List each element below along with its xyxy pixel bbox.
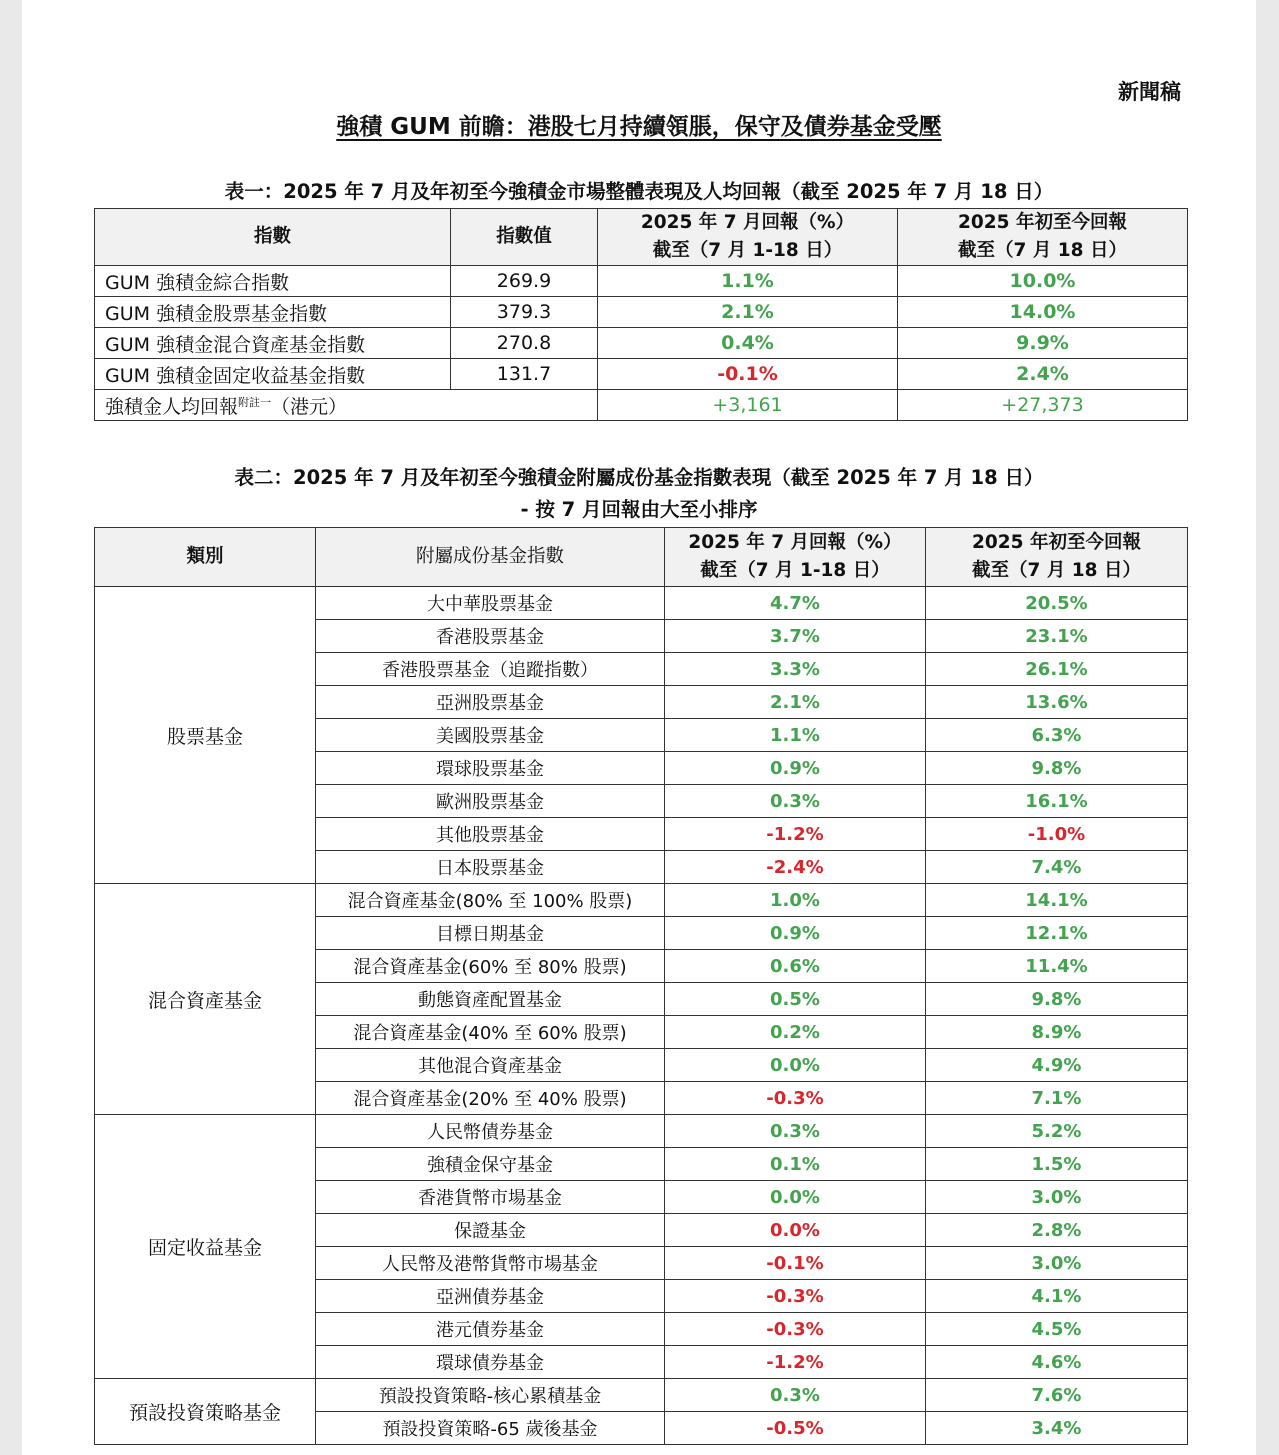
- header-fund-index: 附屬成份基金指數: [316, 528, 665, 587]
- july-return: 2.1%: [598, 297, 898, 328]
- index-value: 379.3: [451, 297, 598, 328]
- ytd-return: 3.0%: [926, 1181, 1188, 1214]
- press-release-label: 新聞稿: [1118, 80, 1181, 104]
- july-return: 0.9%: [665, 917, 926, 950]
- ytd-return: 7.1%: [926, 1082, 1188, 1115]
- july-return: 0.3%: [665, 1379, 926, 1412]
- july-return: 1.1%: [598, 266, 898, 297]
- header-july-line1: 2025 年 7 月回報（%）: [640, 212, 855, 233]
- index-value: 131.7: [451, 359, 598, 390]
- header-ytd-return: [926, 528, 1188, 587]
- july-return: 0.0%: [665, 1049, 926, 1082]
- ytd-return: 5.2%: [926, 1115, 1188, 1148]
- july-return: -1.2%: [665, 818, 926, 851]
- july-return: 0.1%: [665, 1148, 926, 1181]
- july-return: 4.7%: [665, 587, 926, 620]
- ytd-return: 7.4%: [926, 851, 1188, 884]
- fund-name: 人民幣及港幣貨幣市場基金: [316, 1247, 665, 1280]
- fund-name: 預設投資策略-核心累積基金: [316, 1379, 665, 1412]
- index-value: 270.8: [451, 328, 598, 359]
- header-ytd-line2: 截至（7 月 18 日）: [958, 240, 1127, 261]
- fund-name: 動態資產配置基金: [316, 983, 665, 1016]
- july-return: 0.6%: [665, 950, 926, 983]
- july-return: 1.0%: [665, 884, 926, 917]
- fund-index-table: [94, 527, 1188, 1445]
- page-title-text: 強積 GUM 前瞻：港股七月持續領脹，保守及債券基金受壓: [336, 114, 942, 140]
- table-row: [95, 587, 1188, 620]
- july-return: -1.2%: [665, 1346, 926, 1379]
- fund-name: 混合資產基金(60% 至 80% 股票): [316, 950, 665, 983]
- fund-name: 美國股票基金: [316, 719, 665, 752]
- july-return: 2.1%: [665, 686, 926, 719]
- ytd-return: 8.9%: [926, 1016, 1188, 1049]
- header-index: 指數: [95, 209, 451, 266]
- july-return: -0.5%: [665, 1412, 926, 1445]
- ytd-return: 23.1%: [926, 620, 1188, 653]
- table-row: [95, 1379, 1188, 1412]
- header-ytd-line2: 截至（7 月 18 日）: [972, 560, 1141, 581]
- fund-name: 其他股票基金: [316, 818, 665, 851]
- ytd-return: 11.4%: [926, 950, 1188, 983]
- july-return: 0.4%: [598, 328, 898, 359]
- category-cell: 固定收益基金: [95, 1115, 316, 1379]
- ytd-return: 4.9%: [926, 1049, 1188, 1082]
- ytd-return: 3.0%: [926, 1247, 1188, 1280]
- table-row: [95, 328, 1188, 359]
- ytd-return: 10.0%: [898, 266, 1188, 297]
- category-cell: 預設投資策略基金: [95, 1379, 316, 1445]
- fund-name: 亞洲股票基金: [316, 686, 665, 719]
- per-capita-july: +3,161: [598, 390, 898, 421]
- per-capita-label: 強積金人均回報: [105, 395, 239, 418]
- fund-name: 混合資產基金(40% 至 60% 股票): [316, 1016, 665, 1049]
- july-return: -0.3%: [665, 1280, 926, 1313]
- fund-name: 混合資產基金(80% 至 100% 股票): [316, 884, 665, 917]
- july-return: 0.0%: [665, 1214, 926, 1247]
- ytd-return: 4.1%: [926, 1280, 1188, 1313]
- july-return: -0.3%: [665, 1082, 926, 1115]
- index-name: GUM 強積金股票基金指數: [95, 297, 451, 328]
- fund-name: 港元債券基金: [316, 1313, 665, 1346]
- table-row: [95, 266, 1188, 297]
- ytd-return: 9.8%: [926, 752, 1188, 785]
- index-name: GUM 強積金混合資產基金指數: [95, 328, 451, 359]
- per-capita-label-cell: [95, 390, 598, 421]
- footnote-marker: 附註一: [238, 395, 272, 409]
- july-return: 3.3%: [665, 653, 926, 686]
- fund-name: 混合資產基金(20% 至 40% 股票): [316, 1082, 665, 1115]
- header-july-line2: 截至（7 月 1-18 日）: [652, 240, 843, 261]
- per-capita-ytd: +27,373: [898, 390, 1188, 421]
- header-july-line2: 截至（7 月 1-18 日）: [700, 560, 890, 581]
- ytd-return: 2.4%: [898, 359, 1188, 390]
- july-return: -0.1%: [598, 359, 898, 390]
- ytd-return: 9.9%: [898, 328, 1188, 359]
- fund-name: 日本股票基金: [316, 851, 665, 884]
- fund-name: 強積金保守基金: [316, 1148, 665, 1181]
- page-title: [22, 108, 1256, 141]
- market-performance-table: [94, 208, 1188, 421]
- july-return: 3.7%: [665, 620, 926, 653]
- july-return: -0.3%: [665, 1313, 926, 1346]
- header-ytd-return: [898, 209, 1188, 266]
- table-row: [95, 884, 1188, 917]
- july-return: 0.3%: [665, 1115, 926, 1148]
- july-return: -2.4%: [665, 851, 926, 884]
- fund-name: 香港股票基金: [316, 620, 665, 653]
- ytd-return: 2.8%: [926, 1214, 1188, 1247]
- ytd-return: 6.3%: [926, 719, 1188, 752]
- header-july-return: [665, 528, 926, 587]
- july-return: 0.3%: [665, 785, 926, 818]
- fund-name: 保證基金: [316, 1214, 665, 1247]
- per-capita-unit: （港元）: [271, 395, 348, 418]
- ytd-return: 12.1%: [926, 917, 1188, 950]
- per-capita-row: [95, 390, 1188, 421]
- fund-name: 其他混合資產基金: [316, 1049, 665, 1082]
- index-name: GUM 強積金固定收益基金指數: [95, 359, 451, 390]
- fund-name: 目標日期基金: [316, 917, 665, 950]
- july-return: 0.2%: [665, 1016, 926, 1049]
- table1-caption: 表一：2025 年 7 月及年初至今強積金市場整體表現及人均回報（截至 2025 年 7 月 18 日）: [224, 180, 1054, 203]
- july-return: 0.9%: [665, 752, 926, 785]
- header-index-value: 指數值: [451, 209, 598, 266]
- ytd-return: 13.6%: [926, 686, 1188, 719]
- ytd-return: 16.1%: [926, 785, 1188, 818]
- table-row: [95, 1115, 1188, 1148]
- fund-name: 環球債券基金: [316, 1346, 665, 1379]
- document-page: [22, 0, 1256, 1455]
- index-name: GUM 強積金綜合指數: [95, 266, 451, 297]
- july-return: -0.1%: [665, 1247, 926, 1280]
- table-row: [95, 297, 1188, 328]
- fund-name: 亞洲債券基金: [316, 1280, 665, 1313]
- category-cell: 股票基金: [95, 587, 316, 884]
- header-ytd-line1: 2025 年初至今回報: [972, 532, 1141, 553]
- header-july-return: [598, 209, 898, 266]
- fund-name: 預設投資策略-65 歲後基金: [316, 1412, 665, 1445]
- ytd-return: 4.6%: [926, 1346, 1188, 1379]
- july-return: 0.5%: [665, 983, 926, 1016]
- category-cell: 混合資產基金: [95, 884, 316, 1115]
- ytd-return: 4.5%: [926, 1313, 1188, 1346]
- july-return: 1.1%: [665, 719, 926, 752]
- fund-name: 大中華股票基金: [316, 587, 665, 620]
- fund-name: 歐洲股票基金: [316, 785, 665, 818]
- ytd-return: 14.1%: [926, 884, 1188, 917]
- index-value: 269.9: [451, 266, 598, 297]
- fund-name: 人民幣債券基金: [316, 1115, 665, 1148]
- fund-name: 環球股票基金: [316, 752, 665, 785]
- july-return: 0.0%: [665, 1181, 926, 1214]
- ytd-return: -1.0%: [926, 818, 1188, 851]
- ytd-return: 7.6%: [926, 1379, 1188, 1412]
- ytd-return: 20.5%: [926, 587, 1188, 620]
- ytd-return: 26.1%: [926, 653, 1188, 686]
- header-category: 類別: [95, 528, 316, 587]
- table-row: [95, 359, 1188, 390]
- fund-name: 香港股票基金（追蹤指數）: [316, 653, 665, 686]
- table2-caption-line1: 表二：2025 年 7 月及年初至今強積金附屬成份基金指數表現（截至 2025 年 7 月 18 日）: [234, 466, 1044, 489]
- header-ytd-line1: 2025 年初至今回報: [958, 212, 1127, 233]
- ytd-return: 1.5%: [926, 1148, 1188, 1181]
- ytd-return: 3.4%: [926, 1412, 1188, 1445]
- table2-caption-line2: - 按 7 月回報由大至小排序: [520, 498, 758, 521]
- ytd-return: 14.0%: [898, 297, 1188, 328]
- ytd-return: 9.8%: [926, 983, 1188, 1016]
- fund-name: 香港貨幣市場基金: [316, 1181, 665, 1214]
- header-july-line1: 2025 年 7 月回報（%）: [688, 532, 902, 553]
